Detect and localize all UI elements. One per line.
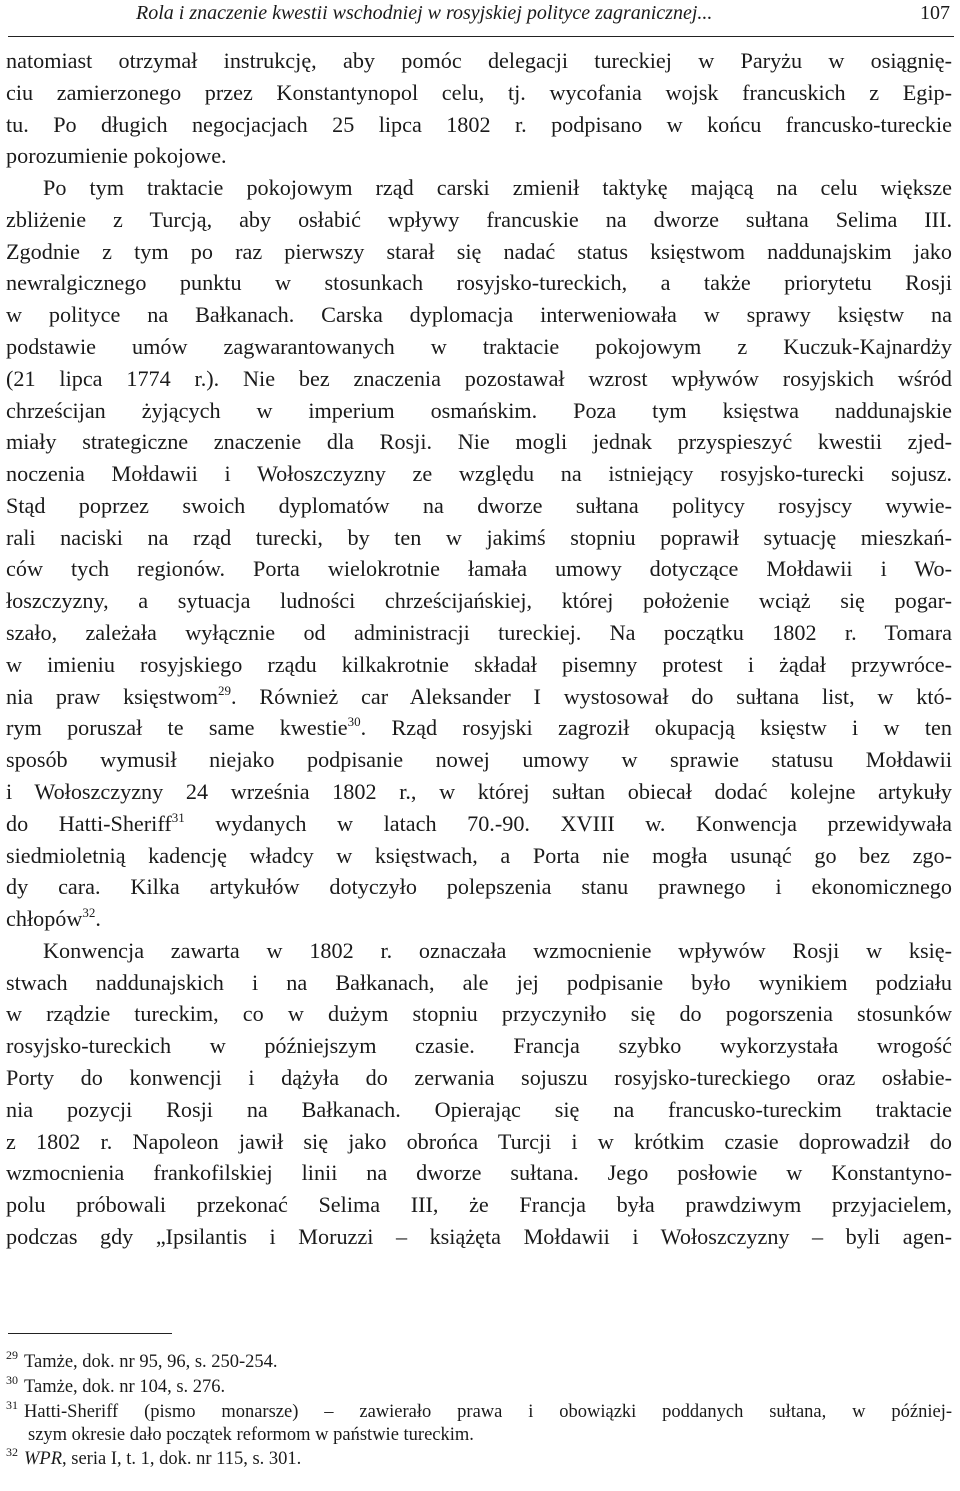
footnote-text: Tamże, dok. nr 95, 96, s. 250-254. [24,1352,278,1372]
footnote-reference: 31 [171,809,185,825]
footnote-continuation [6,1424,952,1446]
text-line: stwach naddunajskich i na Bałkanach, ale jej podpisanie było wynikiem podziału [6,969,952,995]
text-line: polu próbowali przekonać Selima III, że Francja była prawdziwym przyjacielem, [6,1192,952,1218]
text-line: natomiast otrzymał instrukcję, aby pomóc delegacji tureckiej w Paryżu w osiągnię- [6,48,952,73]
text-line: Stąd poprzez swoich dyplomatów na dworze sułtana politycy rosyjscy wywie- [6,492,952,518]
text-line [6,905,952,933]
text-line: i Wołoszczyzny 24 września 1802 r., w której sułtan obiecał dodać kolejne artykuły [6,778,952,804]
footnote-30 [6,1373,952,1398]
text-line: (21 lipca 1774 r.). Nie bez znaczenia pozostawał wzrost wpływów rosyjskich wśród [6,365,952,391]
text-segment: rym poruszał te same kwestie [6,715,348,741]
running-header [8,0,954,37]
text-line: ciu zamierzonego przez Konstantynopol celu, tj. wycofania wojsk francuskich z Egip- [6,79,952,105]
footnote-reference: 29 [218,682,231,698]
text-line: z 1802 r. Napoleon jawił się jako obrońca Turcji i w krótkim czasie doprowadził do [6,1128,952,1154]
text-line: nia pozycji Rosji na Bałkanach. Opierając się na francusko-tureckim traktacie [6,1096,952,1122]
footnote-text: Tamże, dok. nr 104, s. 276. [24,1377,226,1397]
text-line: podstawie umów zagwarantowanych w traktacie pokojowym z Kuczuk-Kajnardży [6,334,952,360]
text-line: wzmocnienia frankofilskiej linii na dworze sułtana. Jego posłowie w Konstantyno- [6,1160,952,1186]
text-line: w imieniu rosyjskiego rządu kilkakrotnie składał pisemny protest i żądał przywróce- [6,651,952,677]
page-number: 107 [920,2,950,24]
text-segment: wydanych w latach 70.-90. XVIII w. Konwencja przewidywała [184,810,952,836]
text-line: podczas gdy „Ipsilantis i Moruzzi – książęta Mołdawii i Wołoszczyzny – byli agen- [6,1223,952,1249]
footnote-number: 29 [6,1348,18,1362]
footnote-separator [8,1333,172,1334]
footnote-reference: 32 [82,905,96,921]
text-segment: do Hatti-Sheriff [6,810,172,836]
text-line: Porty do konwencji i dążyła do zerwania sojuszu rosyjsko-tureckiego oraz osłabie- [6,1064,952,1090]
text-line: miały strategiczne znaczenie dla Rosji. Nie mogli jednak przyspieszyć kwestii zjed- [6,429,952,455]
footnote-reference: 30 [347,714,361,730]
running-title: Rola i znaczenie kwestii wschodniej w rosyjskiej polityce zagranicznej... [136,2,713,24]
footnote-number: 31 [6,1398,18,1412]
text-line: ców tych regionów. Porta wielokrotnie łamała umowy dotyczące Mołdawii i Wo- [6,556,952,582]
text-line: siedmioletnią kadencję władcy w księstwach, a Porta nie mogła usunąć go bez zgo- [6,842,952,868]
text-line: chrześcijan żyjących w imperium osmańskim. Poza tym księstwa naddunajskie [6,397,952,423]
text-line: tu. Po długich negocjacjach 25 lipca 1802 r. podpisano w końcu francusko-tureckie [6,111,952,137]
footnote-source-abbr: WPR [24,1449,63,1469]
text-line [6,714,952,742]
text-line: dy cara. Kilka artykułów dotyczyło polepszenia stanu prawnego i ekonomicznego [6,874,952,900]
text-line: rosyjsko-tureckich w późniejszym czasie. Francja szybko wykorzystała wrogość [6,1033,952,1059]
text-line: zbliżenie z Turcją, aby osłabić wpływy francuskie na dworze sułtana Selima III. [6,206,952,232]
text-line: w rządzie tureckim, co w dużym stopniu przyczyniło się do pogorszenia stosunków [6,1001,952,1027]
text-line: sposób wymusił niejako podpisanie nowej umowy w sprawie statusu Mołdawii [6,747,952,773]
text-line: porozumienie pokojowe. [6,143,227,169]
text-line: w polityce na Bałkanach. Carska dyplomacja interweniowała w sprawy księstw na [6,302,952,328]
footnote-text: szym okresie dało początek reformom w państwie tureckim. [28,1425,474,1445]
footnote-number: 30 [6,1373,18,1387]
footnote-text: Hatti-Sheriff (pismo monarsze) – zawierało prawa i obowiązki poddanych sułtana, w później- [24,1402,952,1422]
text-line: Konwencja zawarta w 1802 r. oznaczała wzmocnienie wpływów Rosji w księ- [43,937,952,963]
text-segment: chłopów [6,906,83,932]
text-line: Po tym traktacie pokojowym rząd carski zmienił taktykę mającą na celu większe [43,175,952,201]
text-line: łoszczyzny, a sytuacja ludności chrześcijańskiej, której położenie wciąż się pogar- [6,588,952,614]
text-line: newralgicznego punktu w stosunkach rosyjsko-tureckich, a także priorytetu Rosji [6,270,952,296]
text-segment: nia praw księstwom [6,683,218,709]
text-line: Zgodnie z tym po raz pierwszy starał się nadać status księstwom naddunajskim jako [6,238,952,264]
footnote-number: 32 [6,1445,18,1459]
footnote-32 [6,1445,952,1470]
text-segment: . Rząd rosyjski zagroził okupacją księstw i w ten [360,715,952,741]
footnote-29 [6,1348,952,1373]
text-line: rali naciski na rząd turecki, by ten w jakimś stopniu poprawił sytuację mieszkań- [6,524,952,550]
footnote-text: , seria I, t. 1, dok. nr 115, s. 301. [62,1449,302,1469]
footnote-31 [6,1398,952,1423]
text-line [6,810,952,838]
text-line: szało, zależała wyłącznie od administracji tureckiej. Na początku 1802 r. Tomara [6,620,952,646]
text-segment: . [95,906,101,932]
text-segment: . Również car Aleksander I wystosował do sułtana list, w któ- [231,683,953,709]
text-line: noczenia Mołdawii i Wołoszczyzny ze względu na istniejący rosyjsko-turecki sojusz. [6,461,952,487]
text-line [6,683,952,711]
